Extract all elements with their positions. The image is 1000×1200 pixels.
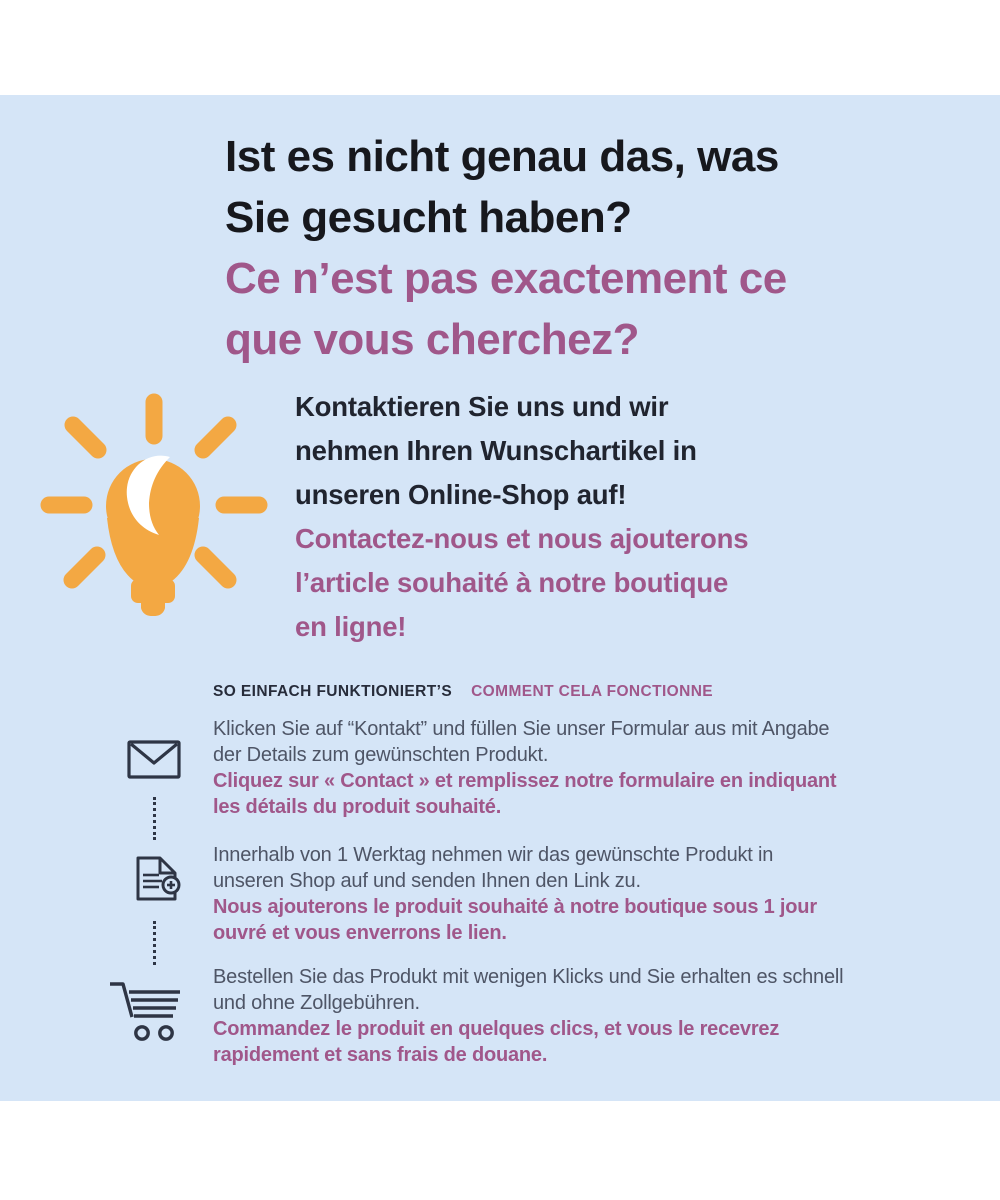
intro-de-line: unseren Online-Shop auf!	[295, 479, 627, 510]
step-2	[213, 842, 817, 946]
envelope-icon	[127, 740, 181, 780]
step-2-de-line: Innerhalb von 1 Werktag nehmen wir das gewünschte Produkt in	[213, 844, 774, 866]
step-1-de-line: Klicken Sie auf “Kontakt” und füllen Sie unser Formular aus mit Angabe	[213, 718, 830, 740]
title-de-line: Ist es nicht genau das, was	[225, 132, 779, 181]
step-3-de-line: und ohne Zollgebühren.	[213, 992, 420, 1014]
intro-de-line: Kontaktieren Sie uns und wir	[295, 391, 669, 422]
title-de-line: Sie gesucht haben?	[225, 193, 632, 242]
step-1-fr-line: Cliquez sur « Contact » et remplissez notre formulaire en indiquant	[213, 770, 837, 792]
how-it-works-header-fr: COMMENT CELA FONCTIONNE	[471, 683, 714, 700]
intro-fr-line: l’article souhaité à notre boutique	[295, 567, 729, 598]
step-3-fr-line: Commandez le produit en quelques clics, et vous le recevrez	[213, 1018, 780, 1040]
step-1-fr-line: les détails du produit souhaité.	[213, 796, 502, 818]
intro-fr-line: en ligne!	[295, 611, 407, 642]
title-fr-line: que vous cherchez?	[225, 315, 640, 364]
step-3	[213, 964, 843, 1068]
intro-de-line: nehmen Ihren Wunschartikel in	[295, 435, 697, 466]
step-1	[213, 716, 836, 820]
step-3-de-line: Bestellen Sie das Produkt mit wenigen Klicks und Sie erhalten es schnell	[213, 966, 844, 988]
step-2-de-line: unseren Shop auf und senden Ihnen den Link zu.	[213, 870, 641, 892]
how-it-works-header-de: SO EINFACH FUNKTIONIERT’S	[213, 683, 453, 700]
step-2-fr-line: ouvré et vous enverrons le lien.	[213, 922, 507, 944]
page-title	[225, 126, 787, 370]
step-3-fr-line: rapidement et sans frais de douane.	[213, 1044, 548, 1066]
lightbulb-icon	[40, 388, 275, 633]
shopping-cart-icon	[108, 980, 184, 1044]
step-connector-dotted-line	[153, 797, 156, 840]
step-2-fr-line: Nous ajouterons le produit souhaité à notre boutique sous 1 jour	[213, 896, 817, 918]
step-1-de-line: der Details zum gewünschten Produkt.	[213, 744, 549, 766]
title-fr-line: Ce n’est pas exactement ce	[225, 254, 787, 303]
how-it-works-header	[213, 683, 713, 701]
intro-text	[295, 385, 748, 649]
step-connector-dotted-line	[153, 921, 156, 965]
document-add-icon	[132, 856, 182, 902]
intro-fr-line: Contactez-nous et nous ajouterons	[295, 523, 749, 554]
